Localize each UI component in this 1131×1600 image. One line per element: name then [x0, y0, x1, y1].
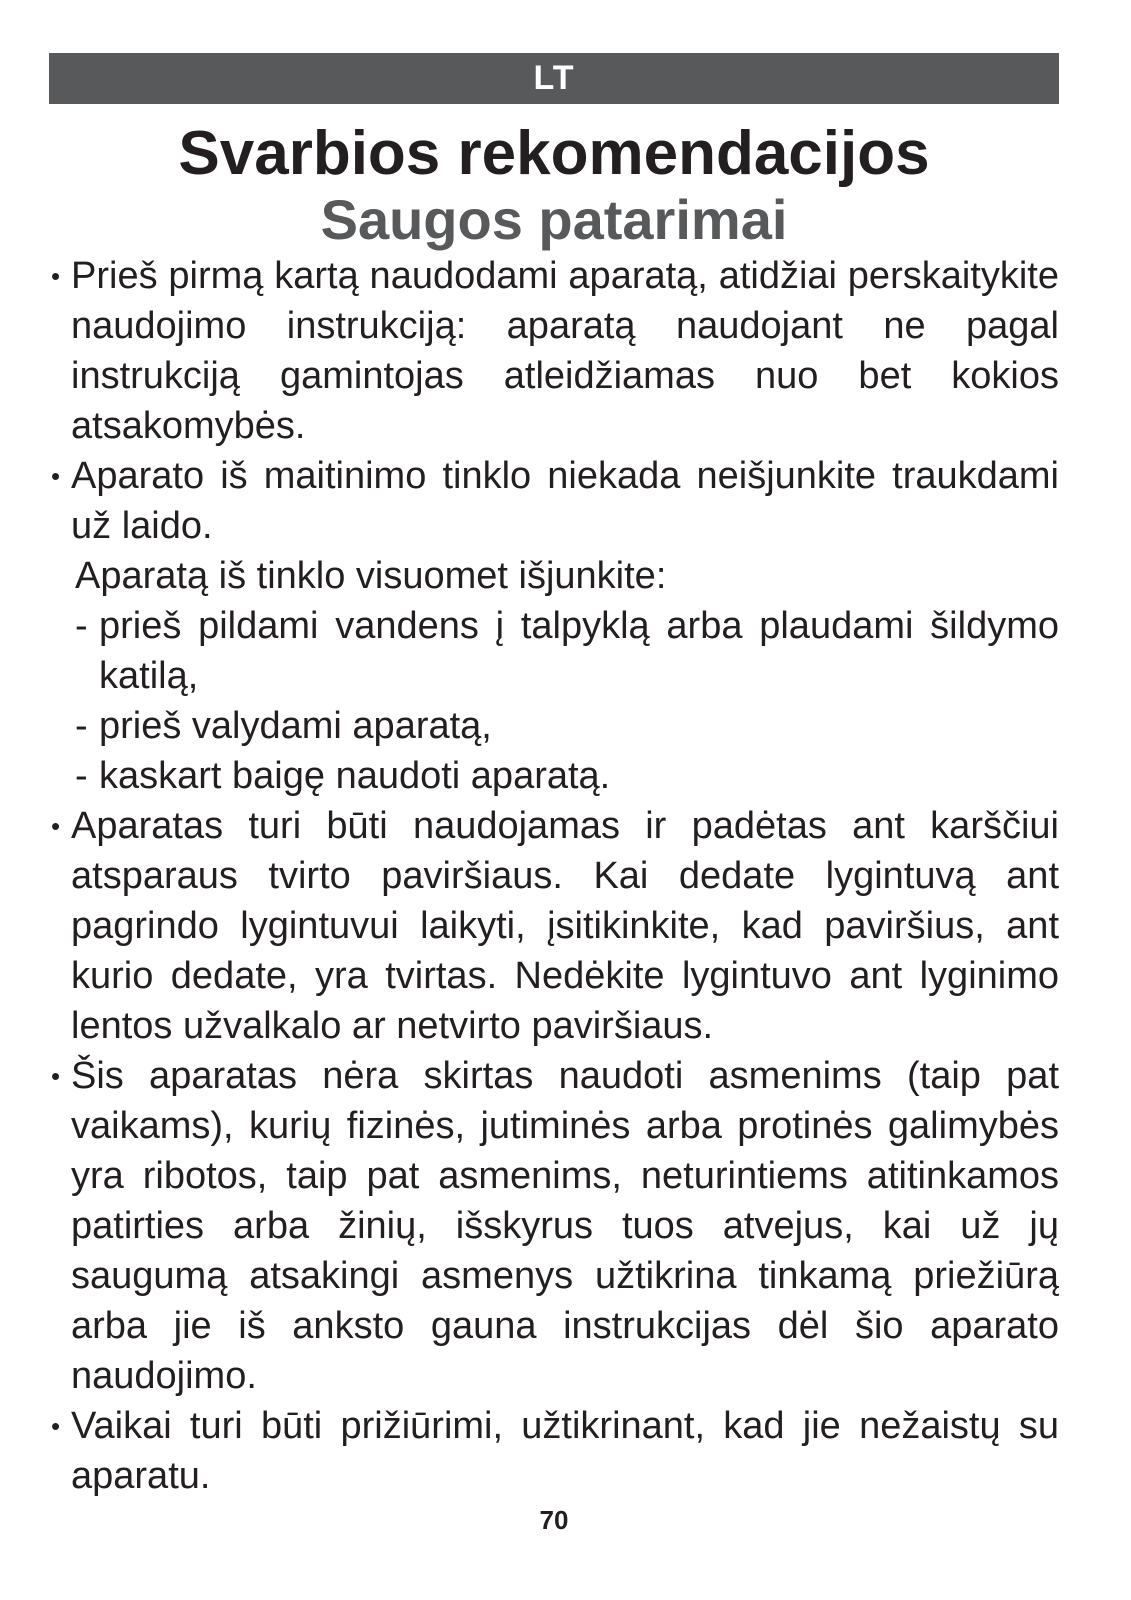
list-item: [49, 1051, 1059, 1401]
sub-list-item-text: prieš pildami vandens į talpyklą arba plaudami šildymo katilą,: [99, 605, 1059, 697]
bullet-icon: •: [51, 461, 61, 491]
sub-list-item-text: prieš valydami aparatą,: [99, 705, 492, 747]
dash-icon: -: [75, 605, 88, 647]
list-item-text: Aparatas turi būti naudojamas ir padėtas ant karščiui atsparaus tvirto paviršiaus. Kai dedate lygintuvą ant pagrindo lygintuvui laikyti, įsitikinkite, kad paviršius, ant kurio dedate, yra tvirtas. Nedėkite lygintuvo ant lyginimo lentos užvalkalo ar netvirto paviršiaus.: [71, 805, 1059, 1047]
dash-icon: -: [75, 755, 88, 797]
page-number: 70: [539, 1505, 569, 1535]
list-item: [49, 1401, 1059, 1501]
list-item-text: Aparato iš maitinimo tinklo niekada neišjunkite traukdami už laido.: [71, 455, 1059, 547]
language-code: LT: [533, 59, 575, 97]
list-item: [49, 451, 1059, 551]
bullet-icon: •: [51, 1411, 61, 1441]
list-item-text: Vaikai turi būti prižiūrimi, užtikrinant, kad jie nežaistų su aparatu.: [71, 1405, 1059, 1497]
language-header-bar: [49, 53, 1059, 104]
sub-list-item: [49, 601, 1059, 701]
list-item-text: Šis aparatas nėra skirtas naudoti asmenims (taip pat vaikams), kurių fizinės, jutiminės arba protinės galimybės yra ribotos, taip pat asmenims, neturintiems atitinkamos patirties arba žinių, išskyrus tuos atvejus, kai už jų saugumą atsakingi asmenys užtikrina tinkamą priežiūrą arba jie iš anksto gauna instrukcijas dėl šio aparato naudojimo.: [71, 1055, 1059, 1397]
dash-icon: -: [75, 705, 88, 747]
section-subtitle: Saugos patarimai: [320, 188, 788, 251]
list-item-text: Prieš pirmą kartą naudodami aparatą, atidžiai perskaitykite naudojimo instrukciją: aparatą naudojant ne pagal instrukciją gamintojas atleidžiamas nuo bet kokios atsakomybės.: [71, 255, 1059, 447]
sub-list-item: [49, 701, 1059, 751]
sub-list-item-text: kaskart baigę naudoti aparatą.: [99, 755, 611, 797]
list-item-intro: Aparatą iš tinklo visuomet išjunkite:: [75, 555, 667, 597]
page-title: Svarbios rekomendacijos: [178, 119, 930, 188]
bullet-icon: •: [51, 261, 61, 291]
bullet-icon: •: [51, 1061, 61, 1091]
list-item: [49, 801, 1059, 1051]
list-item: [49, 251, 1059, 451]
sub-list-item: [49, 751, 1059, 801]
safety-list: [49, 251, 1059, 1501]
bullet-icon: •: [51, 811, 61, 841]
